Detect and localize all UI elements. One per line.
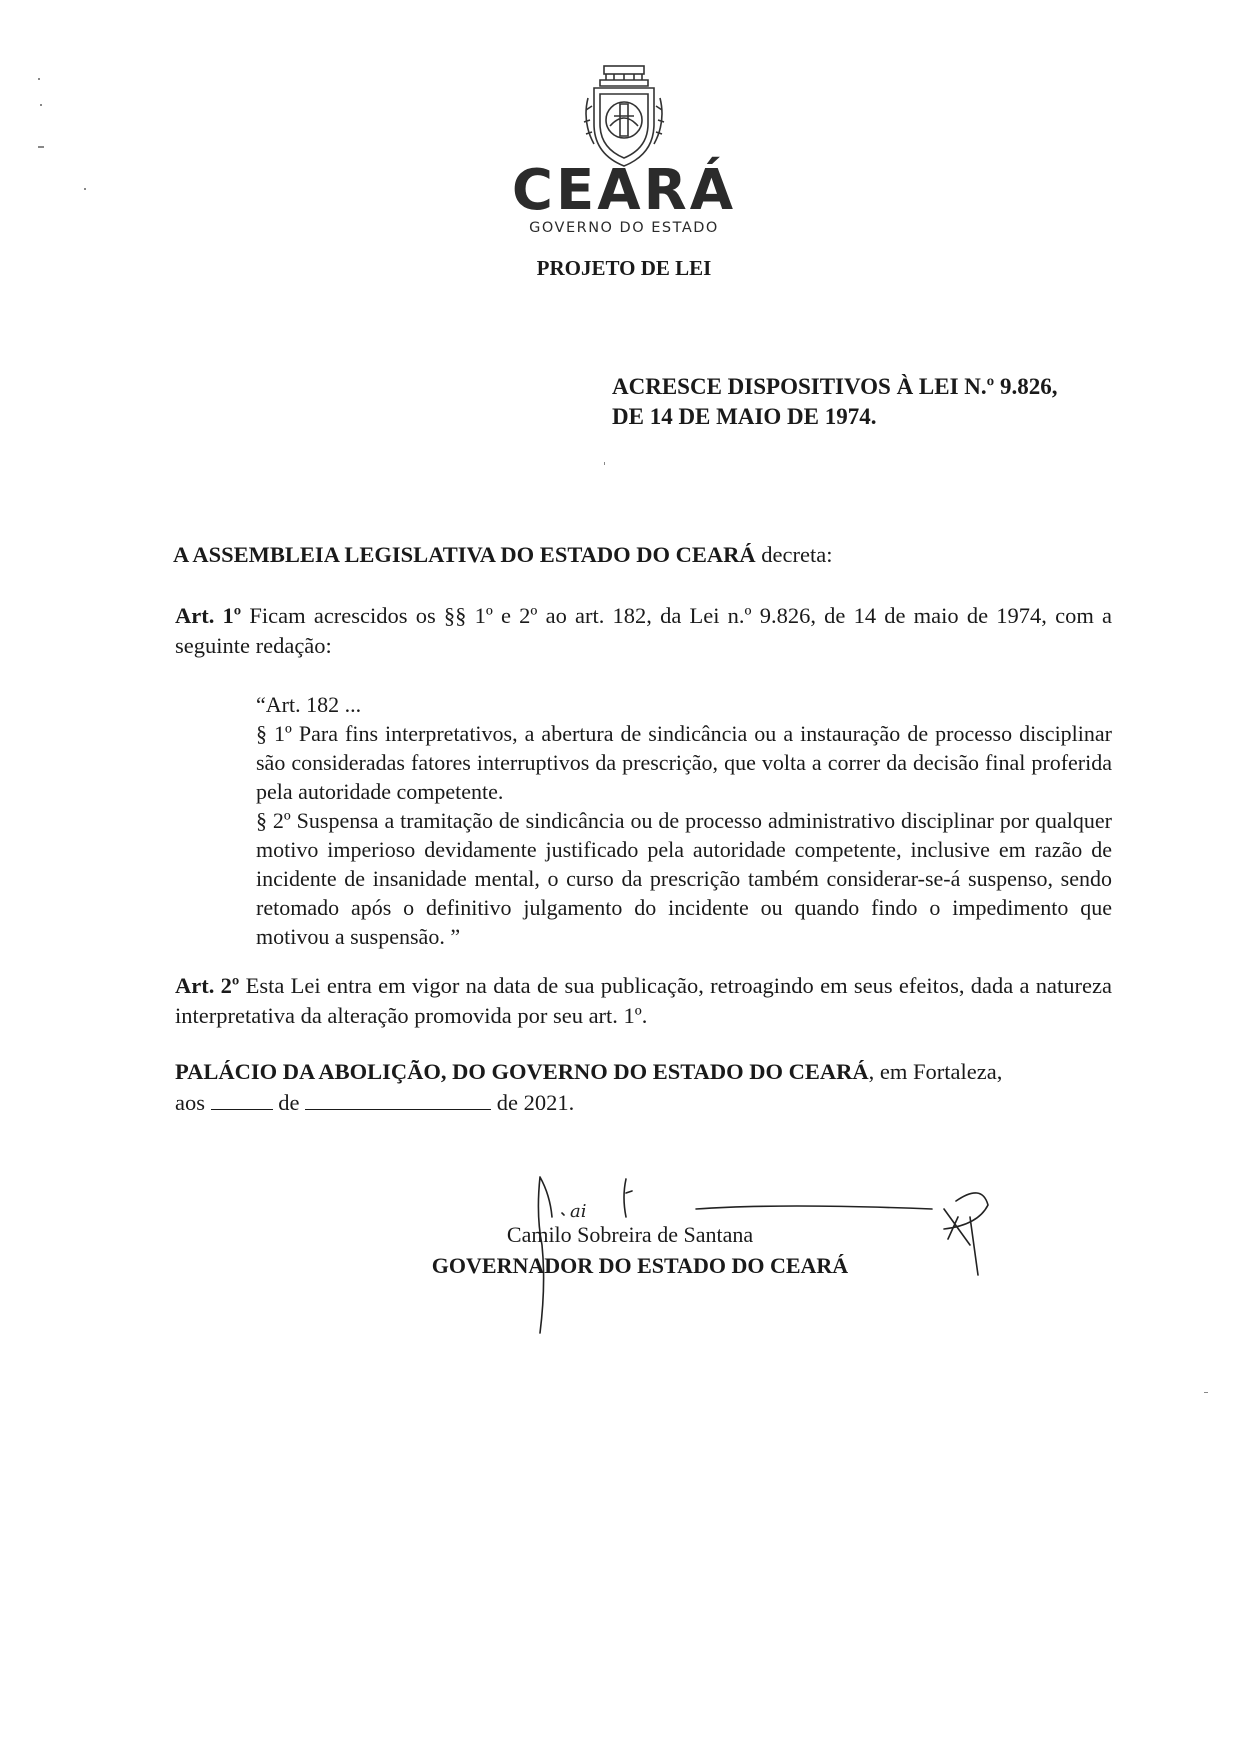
article-1 bbox=[175, 601, 1112, 661]
scan-speck bbox=[38, 146, 44, 148]
quoted-paragraph-1: § 1º Para fins interpretativos, a abertura de sindicância ou a instauração de processo disciplinar são consideradas fatores interruptivos da prescrição, que volta a correr da decisão final proferida pela autoridade competente. bbox=[256, 721, 1112, 804]
closing-place-name: PALÁCIO DA ABOLIÇÃO, DO GOVERNO DO ESTADO DO CEARÁ bbox=[175, 1059, 869, 1084]
article-2 bbox=[175, 971, 1112, 1031]
date-de: de bbox=[278, 1090, 300, 1115]
ementa-line-1: ACRESCE DISPOSITIVOS À LEI N.º 9.826, bbox=[612, 374, 1058, 399]
scan-speck bbox=[40, 104, 42, 106]
article-1-text: Ficam acrescidos os §§ 1º e 2º ao art. 182, da Lei n.º 9.826, de 14 de maio de 1974, com a seguinte redação: bbox=[175, 603, 1112, 658]
enacting-clause-authority: A ASSEMBLEIA LEGISLATIVA DO ESTADO DO CEARÁ bbox=[173, 542, 756, 567]
article-2-text: Esta Lei entra em vigor na data de sua publicação, retroagindo em seus efeitos, dada a natureza interpretativa da alteração promovida por seu art. 1º. bbox=[175, 973, 1112, 1028]
signer-title: GOVERNADOR DO ESTADO DO CEARÁ bbox=[431, 1253, 849, 1278]
article-1-label: Art. 1º bbox=[175, 603, 242, 628]
ementa-line-2: DE 14 DE MAIO DE 1974. bbox=[612, 404, 877, 429]
handwritten-mark: ai bbox=[570, 1201, 587, 1222]
scan-speck bbox=[38, 78, 40, 80]
closing-formula bbox=[175, 1057, 1112, 1118]
scan-speck bbox=[604, 462, 605, 465]
closing-place-city: , em Fortaleza, bbox=[868, 1059, 1003, 1084]
enacting-clause-verb: decreta: bbox=[755, 542, 833, 567]
ementa bbox=[612, 372, 1132, 432]
date-suffix: de 2021. bbox=[496, 1090, 575, 1115]
scan-speck bbox=[1204, 1392, 1208, 1393]
month-blank-line bbox=[305, 1087, 491, 1110]
day-blank-line bbox=[211, 1087, 273, 1110]
state-coat-of-arms-icon bbox=[576, 62, 672, 172]
closing-date bbox=[175, 1087, 1112, 1118]
scan-speck bbox=[84, 188, 86, 190]
quoted-article-heading: “Art. 182 ... bbox=[256, 692, 362, 717]
document-type-heading: PROJETO DE LEI bbox=[536, 256, 712, 280]
brand-title: CEARÁ bbox=[511, 158, 737, 223]
closing-place bbox=[175, 1057, 1112, 1087]
article-2-label: Art. 2º bbox=[175, 973, 240, 998]
date-prefix: aos bbox=[175, 1090, 205, 1115]
quoted-article-182 bbox=[256, 690, 1112, 951]
enacting-clause bbox=[173, 540, 1113, 570]
signer-name: Camilo Sobreira de Santana bbox=[506, 1222, 754, 1247]
brand-subtitle: GOVERNO DO ESTADO bbox=[529, 220, 719, 236]
quoted-paragraph-2: § 2º Suspensa a tramitação de sindicância ou de processo administrativo disciplinar por qualquer motivo imperioso devidamente justificado pela autoridade competente, inclusive em razão de incidente de insanidade mental, o curso da prescrição também considerar-se-á suspenso, sendo retomado após o definitivo julgamento do incidente ou quando findo o impedimento que motivou a suspensão. ” bbox=[256, 808, 1112, 949]
